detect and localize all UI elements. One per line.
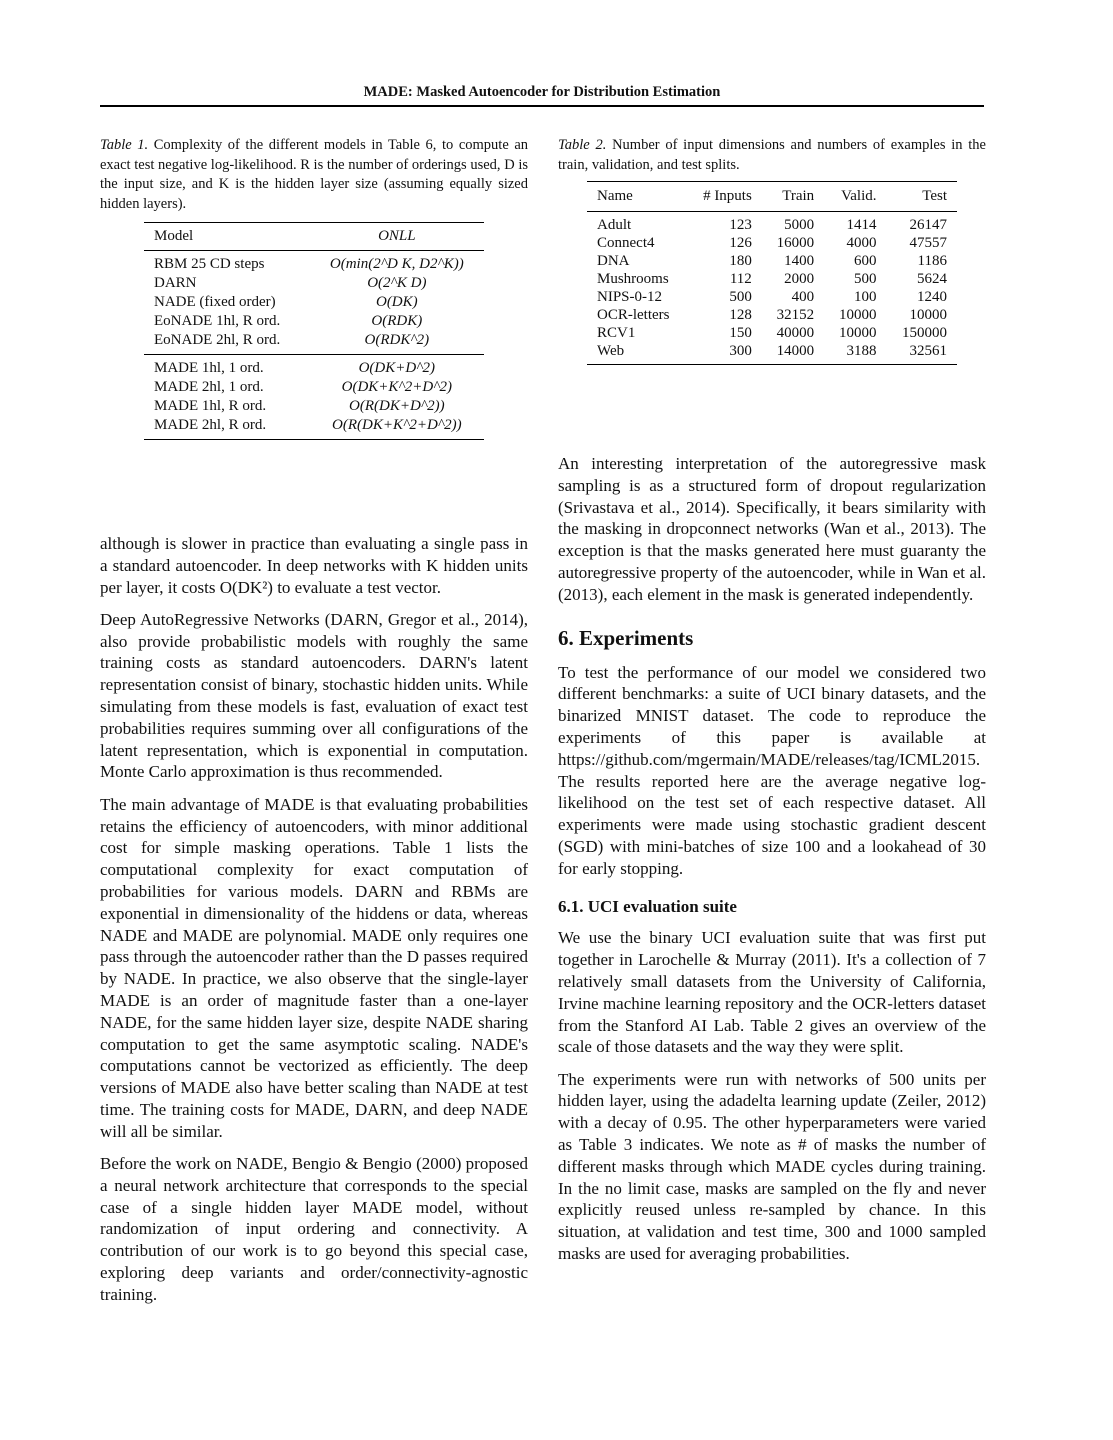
- table2-cell: 4000: [846, 235, 877, 251]
- table2-caption-label: Table 2.: [558, 137, 607, 153]
- running-title: MADE: Masked Autoencoder for Distribution Estimation: [100, 84, 984, 107]
- table2-header: Test: [922, 188, 947, 204]
- table2-caption: [558, 136, 986, 175]
- table1-cell-cost: O(DK+K^2+D^2): [341, 379, 453, 395]
- right-paragraph-2: To test the performance of our model we considered two different benchmarks: a suite of UCI binary datasets, and the binarized MNIST dataset. The code to reproduce the experiments of this paper is available at https://github.com/mgermain/MADE/releases/tag/ICML2015. The results reported here are the average negative log-likelihood on the test set of each respective dataset. All experiments were made using stochastic gradient descent (SGD) with mini-batches of size 100 and a lookahead of 30 for early stopping.: [558, 662, 986, 878]
- table2-row: [587, 270, 957, 288]
- table1-cell-cost: O(2^K D): [367, 275, 427, 291]
- table2-cell: 2000: [784, 271, 815, 287]
- table1-cell-cost: O(min(2^D K, D2^K)): [329, 256, 464, 272]
- table1-cell-model: EoNADE 2hl, R ord.: [154, 332, 281, 348]
- table2-cell: Web: [597, 343, 625, 359]
- table2-cell: 47557: [909, 235, 947, 251]
- table1-cell-model: MADE 1hl, 1 ord.: [154, 360, 264, 376]
- table1-cell-model: MADE 2hl, 1 ord.: [154, 379, 264, 395]
- table2-cell: 112: [729, 271, 752, 287]
- left-paragraph-2: Deep AutoRegressive Networks (DARN, Gregor et al., 2014), also provide probabilistic models with roughly the same training costs as standard autoencoders. DARN's latent representation consist of binary, stochastic hidden units. While simulating from these models is fast, evaluation of exact test probabilities requires summing over all configurations of the latent representation, which is exponential in computation. Monte Carlo approximation is thus recommended.: [100, 609, 528, 782]
- table1-row: [144, 251, 484, 275]
- table2-cell: 600: [854, 253, 877, 269]
- table1-row: [144, 274, 484, 293]
- table2-cell: 40000: [776, 325, 815, 341]
- table2-row: [587, 212, 957, 235]
- table2-row: [587, 234, 957, 252]
- table1-row: [144, 293, 484, 312]
- table2-row: [587, 324, 957, 342]
- table1-row: [144, 378, 484, 397]
- table2-row: [587, 252, 957, 270]
- table1-row: [144, 416, 484, 440]
- left-paragraph-4: Before the work on NADE, Bengio & Bengio (2000) proposed a neural network architecture that corresponds to the special case of a single hidden layer MADE model, without randomization of input ordering and connectivity. A contribution of our work is to go beyond this special case, exploring deep variants and order/connectivity-agnostic training.: [100, 1154, 528, 1304]
- table2-cell: OCR-letters: [597, 307, 670, 323]
- table2-cell: 300: [729, 343, 752, 359]
- table2-cell: 32561: [909, 343, 947, 359]
- table2-cell: 100: [854, 289, 877, 305]
- table1-caption-label: Table 1.: [100, 137, 149, 153]
- right-paragraph-3: We use the binary UCI evaluation suite that was first put together in Larochelle & Murray (2011). It's a collection of 7 relatively small datasets from the University of California, Irvine machine learning repository and the OCR-letters dataset from the Stanford AI Lab. Table 2 gives an overview of the scale of those datasets and the way they were split.: [558, 928, 986, 1057]
- table1-cell-cost: O(DK+D^2): [358, 360, 436, 376]
- table1-cell-model: MADE 2hl, R ord.: [154, 417, 267, 433]
- table1-cell-cost: O(RDK): [371, 313, 423, 329]
- table2-header: Valid.: [841, 188, 877, 204]
- right-paragraph-1: An interesting interpretation of the autoregressive mask sampling is as a structured form of dropout regularization (Srivastava et al., 2014). Specifically, it bears similarity with the masking in dropconnect networks (Wan et al., 2013). The exception is that the masks generated here must guaranty the autoregressive property of the autoencoder, while in Wan et al. (2013), each element in the mask is generated independently.: [558, 454, 986, 604]
- table2-cell: 32152: [776, 307, 815, 323]
- left-paragraph-3: The main advantage of MADE is that evaluating probabilities retains the efficiency of autoencoders, with minor additional cost for simple masking operations. Table 1 lists the computational complexity for exact computation of probabilities for various models. DARN and RBMs are exponential in dimensionality of the hiddens or data, whereas NADE and MADE are polynomial. MADE only requires one pass through the autoencoder rather than the D passes required by NADE. In practice, we also observe that the single-layer MADE is an order of magnitude faster than a one-layer NADE, for the same hidden layer size, despite NADE sharing computation to get the same asymptotic scaling. NADE's computations cannot be vectorized as efficiently. The deep versions of MADE also have better scaling than NADE at test time. The training costs for MADE, DARN, and deep NADE will all be similar.: [100, 794, 528, 1141]
- table1-cell-cost: O(R(DK+D^2)): [349, 398, 445, 414]
- table2-cell: 1186: [917, 253, 947, 269]
- table2-cell: 3188: [846, 343, 877, 359]
- table2-cell: 10000: [839, 325, 877, 341]
- table2-cell: NIPS-0-12: [597, 289, 663, 305]
- section-title-experiments: 6. Experiments: [558, 625, 694, 650]
- table2-cell: DNA: [597, 253, 630, 269]
- table1-cell-model: DARN: [154, 275, 197, 291]
- left-column: [100, 533, 528, 1316]
- left-paragraph-1: although is slower in practice than evaluating a single pass in a standard autoencoder. In deep networks with K hidden units per layer, it costs O(DK²) to evaluate a test vector.: [100, 534, 528, 597]
- table2-header: Train: [782, 188, 815, 204]
- table1-header-model: Model: [154, 228, 194, 244]
- table2-cell: 150: [729, 325, 752, 341]
- subsection-title-uci: 6.1. UCI evaluation suite: [558, 896, 737, 916]
- table2-cell: 1400: [784, 253, 815, 269]
- table2-cell: 126: [729, 235, 752, 251]
- table1: [144, 222, 484, 440]
- table2: [587, 181, 957, 365]
- table2-cell: 26147: [909, 217, 947, 233]
- table2-cell: 16000: [776, 235, 815, 251]
- table2-cell: Mushrooms: [597, 271, 669, 287]
- table2-cell: 123: [729, 217, 752, 233]
- table2-cell: 500: [729, 289, 752, 305]
- table2-cell: 400: [791, 289, 815, 305]
- table2-caption-text: Number of input dimensions and numbers of examples in the train, validation, and test splits.: [558, 137, 986, 173]
- table1-row: [144, 397, 484, 416]
- table1-row: [144, 355, 484, 379]
- table2-cell: Connect4: [597, 235, 655, 251]
- table2-cell: 10000: [909, 307, 947, 323]
- table2-cell: 150000: [902, 325, 947, 341]
- table1-header-onll: ONLL: [378, 228, 416, 244]
- table2-cell: 5000: [784, 217, 815, 233]
- table2-cell: Adult: [597, 217, 632, 233]
- table2-cell: 500: [854, 271, 877, 287]
- table1-caption: [100, 136, 528, 214]
- table2-header: # Inputs: [703, 188, 752, 204]
- table1-cell-model: EoNADE 1hl, R ord.: [154, 313, 281, 329]
- table1-cell-model: MADE 1hl, R ord.: [154, 398, 267, 414]
- table2-header: Name: [597, 188, 633, 204]
- table2-cell: 128: [729, 307, 752, 323]
- table1-row: [144, 312, 484, 331]
- table1-cell-cost: O(DK): [375, 294, 418, 310]
- right-column: [558, 453, 986, 1275]
- table2-cell: 180: [729, 253, 752, 269]
- table2-row: [587, 288, 957, 306]
- right-paragraph-4: The experiments were run with networks of 500 units per hidden layer, using the adadelta learning update (Zeiler, 2012) with a decay of 0.95. The other hyperparameters were varied as Table 3 indicates. We note as # of masks the number of different masks through which MADE cycles during training. In the no limit case, masks are sampled on the fly and never explicitly reused unless re-sampled by chance. In this situation, at validation and test time, 300 and 1000 sampled masks are used for averaging probabilities.: [558, 1069, 986, 1263]
- table1-row: [144, 331, 484, 355]
- table2-cell: 14000: [776, 343, 815, 359]
- table1-cell-cost: O(RDK^2): [364, 332, 430, 348]
- table1-cell-cost: O(R(DK+K^2+D^2)): [332, 417, 462, 433]
- table2-cell: 1240: [917, 289, 947, 305]
- table2-row: [587, 306, 957, 324]
- table2-cell: 1414: [846, 217, 877, 233]
- table2-cell: 10000: [839, 307, 877, 323]
- table2-cell: 5624: [917, 271, 947, 287]
- table1-caption-text: Complexity of the different models in Table 6, to compute an exact test negative log-likelihood. R is the number of orderings used, D is the input size, and K is the hidden layer size (assuming equally sized hidden layers).: [100, 137, 529, 212]
- table2-cell: RCV1: [597, 325, 636, 341]
- table1-cell-model: RBM 25 CD steps: [154, 256, 265, 272]
- table2-row: [587, 342, 957, 365]
- table1-cell-model: NADE (fixed order): [154, 294, 276, 310]
